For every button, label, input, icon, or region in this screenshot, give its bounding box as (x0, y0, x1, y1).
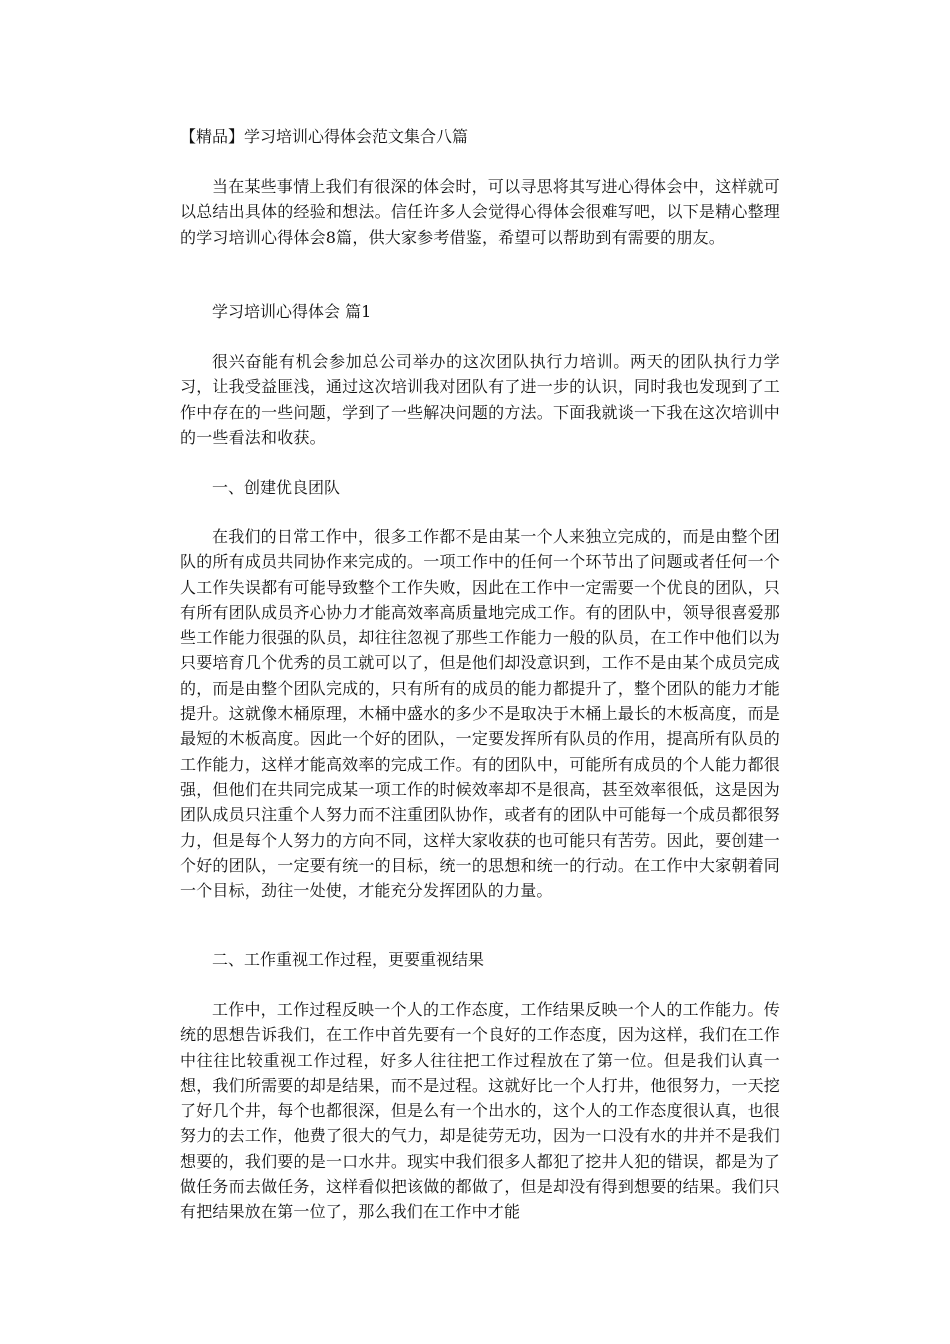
intro-paragraph: 当在某些事情上我们有很深的体会时，可以寻思将其写进心得体会中，这样就可以总结出具体的经验和想法。信任许多人会觉得心得体会很难写吧，以下是精心整理的学习培训心得体会8篇，供大家参考借鉴，希望可以帮助到有需要的朋友。 (180, 177, 780, 247)
document-title: 【精品】学习培训心得体会范文集合八篇 (180, 127, 469, 146)
section-intro-paragraph: 很兴奋能有机会参加总公司举办的这次团队执行力培训。两天的团队执行力学习，让我受益匪浅，通过这次培训我对团队有了进一步的认识，同时我也发现到了工作中存在的一些问题，学到了一些解决问题的方法。下面我就谈一下我在这次培训中的一些看法和收获。 (180, 352, 780, 447)
heading-create-team: 一、创建优良团队 (212, 478, 341, 497)
body-paragraph-process: 工作中，工作过程反映一个人的工作态度，工作结果反映一个人的工作能力。传统的思想告诉我们，在工作中首先要有一个良好的工作态度，因为这样，我们在工作中往往比较重视工作过程，好多人往往把工作过程放在了第一位。但是我们认真一想，我们所需要的却是结果，而不是过程。这就好比一个人打井，他很努力，一天挖了好几个井，每个也都很深，但是么有一个出水的，这个人的工作态度很认真，也很努力的去工作，他费了很大的气力，却是徒劳无功，因为一口没有水的井并不是我们想要的，我们要的是一口水井。现实中我们很多人都犯了挖井人犯的错误，都是为了做任务而去做任务，这样看似把该做的都做了，但是却没有得到想要的结果。我们只有把结果放在第一位了，那么我们在工作中才能 (180, 1000, 780, 1222)
body-paragraph-team: 在我们的日常工作中，很多工作都不是由某一个人来独立完成的，而是由整个团队的所有成员共同协作来完成的。一项工作中的任何一个环节出了问题或者任何一个人工作失误都有可能导致整个工作失败，因此在工作中一定需要一个优良的团队，只有所有团队成员齐心协力才能高效率高质量地完成工作。有的团队中，领导很喜爱那些工作能力很强的队员，却往往忽视了那些工作能力一般的队员，在工作中他们以为只要培育几个优秀的员工就可以了，但是他们却没意识到，工作不是由某个成员完成的，而是由整个团队完成的，只有所有的成员的能力都提升了，整个团队的能力才能提升。这就像木桶原理，木桶中盛水的多少不是取决于木桶上最长的木板高度，而是最短的木板高度。因此一个好的团队，一定要发挥所有队员的作用，提高所有队员的工作能力，这样才能高效率的完成工作。有的团队中，可能所有成员的个人能力都很强，但他们在共同完成某一项工作的时候效率却不是很高，甚至效率很低，这是因为团队成员只注重个人努力而不注重团队协作，或者有的团队中可能每一个成员都很努力，但是每个人努力的方向不同，这样大家收获的也可能只有苦劳。因此，要创建一个好的团队，一定要有统一的目标，统一的思想和统一的行动。在工作中大家朝着同一个目标，劲往一处使，才能充分发挥团队的力量。 (180, 527, 780, 901)
heading-process-result: 二、工作重视工作过程，更要重视结果 (212, 950, 485, 969)
section-title: 学习培训心得体会 篇1 (212, 302, 372, 321)
